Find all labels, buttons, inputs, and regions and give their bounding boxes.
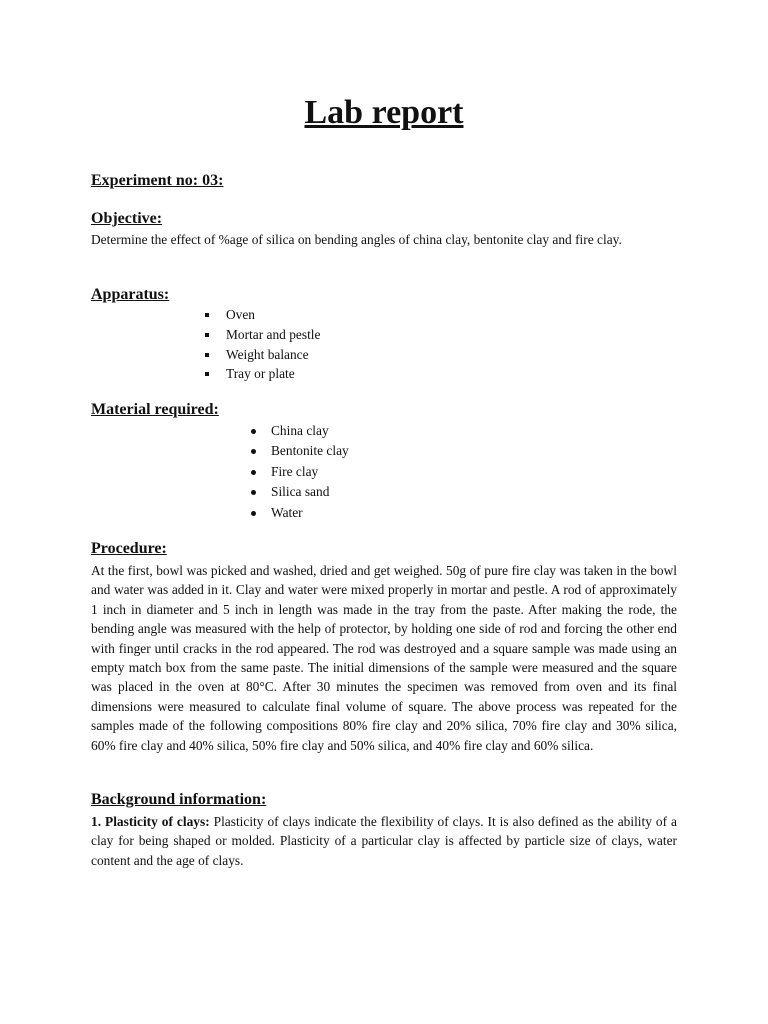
experiment-heading: Experiment no: 03: <box>91 172 224 189</box>
background-item-text: Plasticity of clays indicate the flexibility of clays. It is also defined as the ability of a clay for being shaped or molded. Plasticity of a particular clay is affected by particle size of clays, water content and the age of clays. <box>91 814 677 868</box>
objective-heading: Objective: <box>91 210 163 227</box>
background-paragraph <box>91 812 677 870</box>
procedure-text: At the first, bowl was picked and washed, dried and get weighed. 50g of pure fire clay was taken in the bowl and water was added in it. Clay and water were mixed properly in mortar and pestle. A rod of approximately 1 inch in diameter and 5 inch in length was made in the tray from the paste. After making the rode, the bending angle was measured with the help of protector, by holding one side of rod and forcing the other end with finger until cracks in the rod appeared. The rod was destroyed and a square sample was made using an empty match box from the same paste. The initial dimensions of the sample were measured and the square was placed in the oven at 80°C. After 30 minutes the specimen was removed from oven and its final dimensions were measured to calculate final volume of square. The above process was repeated for the samples made of the following compositions 80% fire clay and 20% silica, 70% fire clay and 30% silica, 60% fire clay and 40% silica, 50% fire clay and 50% silica, and 40% fire clay and 60% silica. <box>91 563 677 753</box>
list-item: Silica sand <box>271 482 349 502</box>
list-item: Oven <box>226 305 320 325</box>
objective-text: Determine the effect of %age of silica on bending angles of china clay, bentonite clay and fire clay. <box>91 232 622 247</box>
background-item-label: 1. Plasticity of clays: <box>91 814 210 829</box>
list-item: Weight balance <box>226 345 320 365</box>
apparatus-heading: Apparatus: <box>91 286 170 303</box>
list-item: Tray or plate <box>226 364 320 384</box>
apparatus-list <box>226 305 320 384</box>
materials-heading: Material required: <box>91 401 219 418</box>
background-heading: Background information: <box>91 791 267 808</box>
list-item: Fire clay <box>271 462 349 482</box>
list-item: Bentonite clay <box>271 441 349 461</box>
list-item: China clay <box>271 421 349 441</box>
list-item: Mortar and pestle <box>226 325 320 345</box>
procedure-heading: Procedure: <box>91 540 167 557</box>
list-item: Water <box>271 503 349 523</box>
materials-list <box>271 421 349 523</box>
page-title: Lab report <box>304 94 464 131</box>
